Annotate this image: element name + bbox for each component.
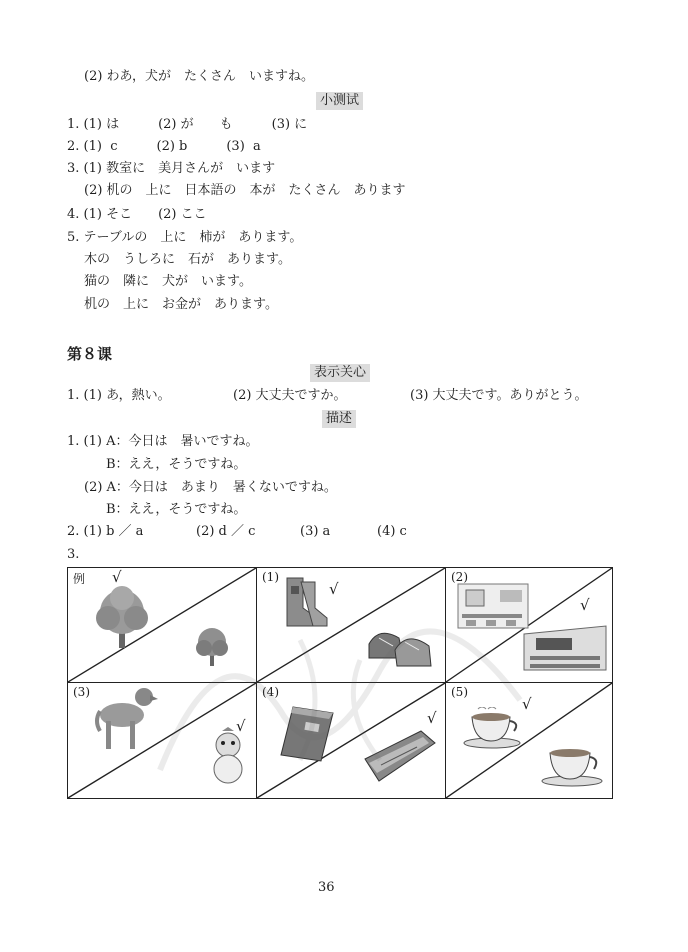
answer-line: (4) c bbox=[377, 524, 407, 539]
answer-line: (2) d ／ c bbox=[196, 524, 256, 539]
check-mark: √ bbox=[522, 695, 532, 713]
answer-line: 3. bbox=[67, 547, 80, 562]
book-icon bbox=[279, 705, 335, 763]
cup-icon bbox=[540, 743, 606, 787]
answer-line: 机の 上に お金が あります。 bbox=[84, 297, 278, 312]
page-number: 36 bbox=[318, 880, 335, 895]
section-header-quiz: 小测试 bbox=[316, 92, 363, 110]
answer-line: (2) わあ，犬が たくさん いますね。 bbox=[84, 69, 315, 84]
check-mark: √ bbox=[580, 596, 590, 614]
cell-label: (4) bbox=[262, 685, 279, 699]
answer-line: (2) 大丈夫ですか。 bbox=[233, 388, 347, 403]
answer-line: 2. (1) c (2) b (3) a bbox=[67, 139, 261, 154]
answer-line: 5. テーブルの 上に 柿が あります。 bbox=[67, 230, 303, 245]
grid-cell-5 bbox=[446, 683, 612, 798]
cell-label: (1) bbox=[262, 570, 279, 584]
check-mark: √ bbox=[329, 580, 339, 598]
grid-cell-2 bbox=[446, 568, 612, 683]
section-header-describe: 描述 bbox=[322, 410, 356, 428]
check-mark: √ bbox=[236, 717, 246, 735]
tree-icon bbox=[194, 624, 230, 668]
picture-grid bbox=[67, 567, 613, 799]
cell-label: 例 bbox=[73, 572, 86, 586]
grid-cell-3 bbox=[68, 683, 257, 798]
answer-line: B：ええ，そうですね。 bbox=[106, 502, 247, 517]
answer-line: 木の うしろに 石が あります。 bbox=[84, 252, 291, 267]
cell-label: (3) bbox=[73, 685, 90, 699]
answer-line: 1. (1) A：今日は 暑いですね。 bbox=[67, 434, 259, 449]
cell-label: (2) bbox=[451, 570, 468, 584]
boots-icon bbox=[365, 624, 435, 670]
cup-icon bbox=[462, 707, 524, 749]
classroom-icon bbox=[522, 624, 608, 672]
boots-icon bbox=[279, 576, 329, 630]
grid-cell-1 bbox=[257, 568, 446, 683]
answer-line: (2) A：今日は あまり 暑くないですね。 bbox=[84, 480, 337, 495]
answer-line: 1. (1) あ，熱い。 bbox=[67, 388, 171, 403]
answer-line: B：ええ，そうですね。 bbox=[106, 457, 247, 472]
check-mark: √ bbox=[427, 709, 437, 727]
answer-line: 3. (1) 教室に 美月さんが います bbox=[67, 161, 276, 176]
answer-line: 猫の 隣に 犬が います。 bbox=[84, 274, 252, 289]
classroom-icon bbox=[456, 582, 530, 630]
answer-line: 1. (1) は (2) が も (3) に bbox=[67, 117, 308, 132]
answer-line: 2. (1) b ／ a bbox=[67, 524, 144, 539]
cell-label: (5) bbox=[451, 685, 468, 699]
book-icon bbox=[361, 729, 437, 785]
grid-cell-example bbox=[68, 568, 257, 683]
dog-icon bbox=[94, 685, 158, 751]
answer-line: 4. (1) そこ (2) ここ bbox=[67, 207, 207, 222]
check-mark: √ bbox=[112, 568, 122, 586]
section-header-concern: 表示关心 bbox=[310, 364, 370, 382]
lesson-title: 第８课 bbox=[67, 345, 113, 363]
dog-icon bbox=[208, 727, 248, 785]
answer-line: (3) 大丈夫です。ありがとう。 bbox=[410, 388, 588, 403]
answer-line: (2) 机の 上に 日本語の 本が たくさん あります bbox=[84, 183, 406, 198]
answer-line: (3) a bbox=[300, 524, 331, 539]
tree-icon bbox=[92, 584, 152, 650]
grid-cell-4 bbox=[257, 683, 446, 798]
